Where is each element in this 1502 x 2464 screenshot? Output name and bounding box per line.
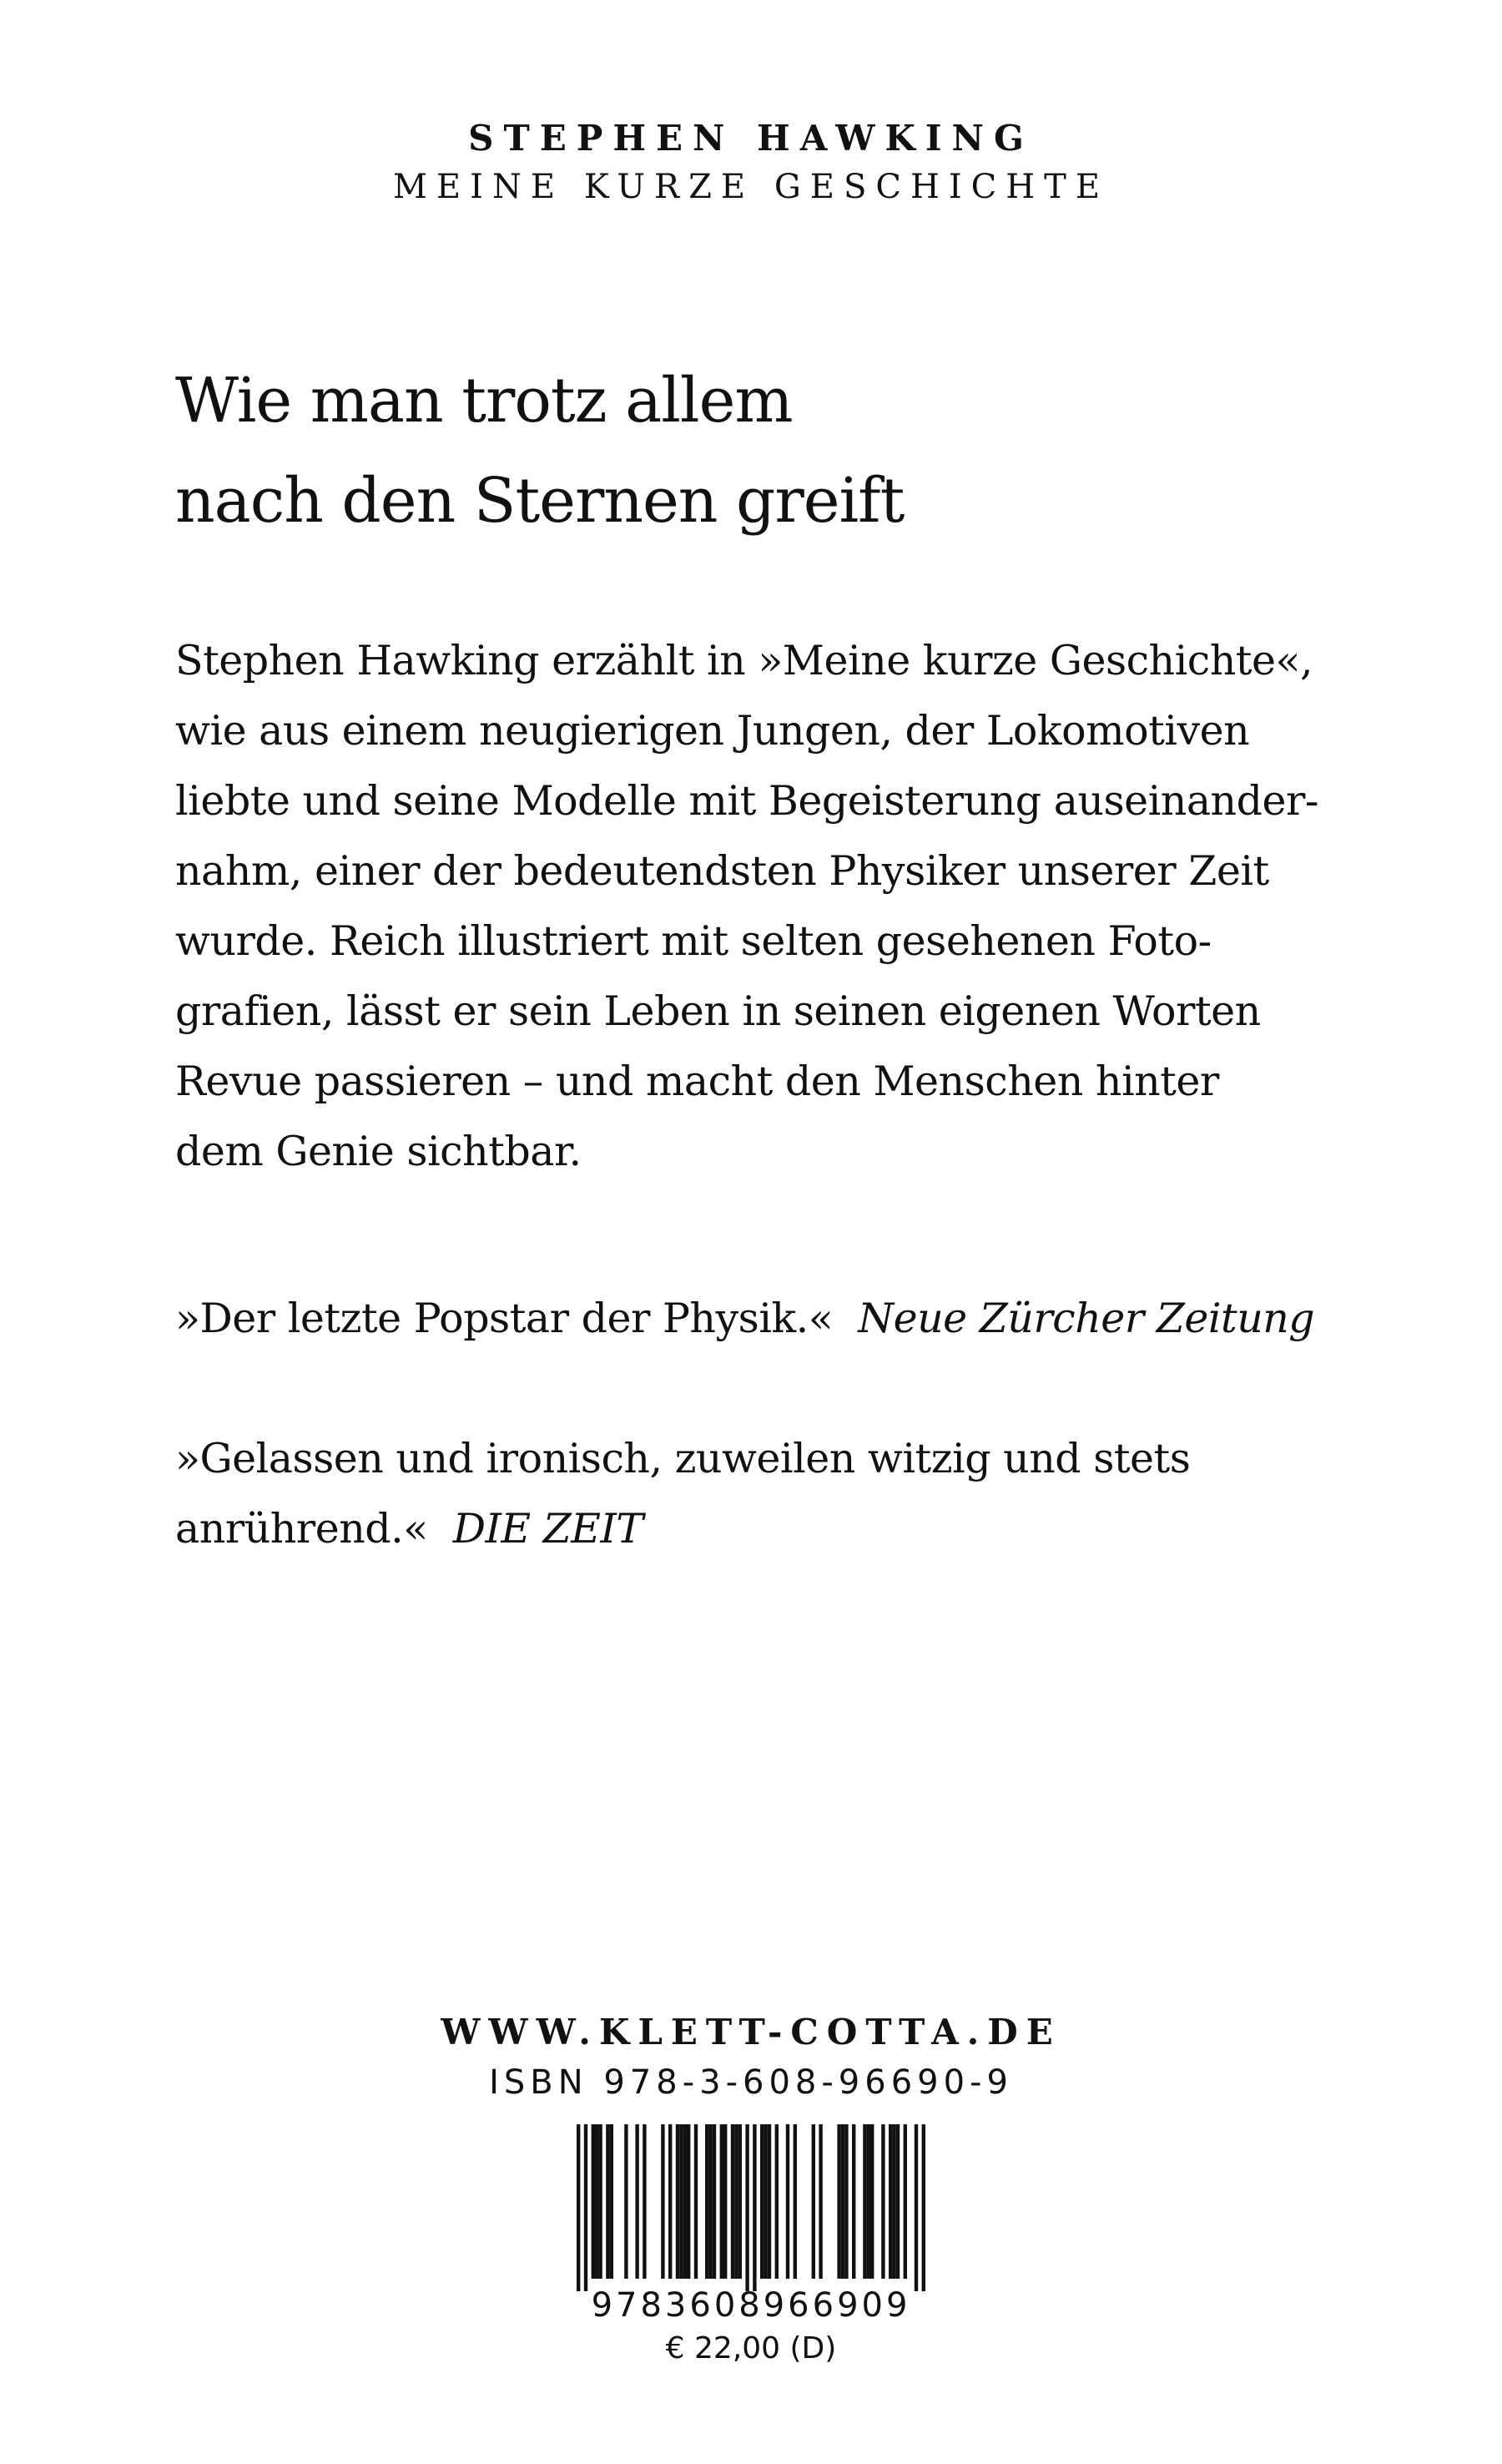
barcode-bar [606, 2124, 609, 2279]
blurb-text [175, 626, 1318, 1187]
barcode-bar [687, 2124, 690, 2279]
barcode-bar [679, 2124, 683, 2279]
headline [175, 351, 904, 551]
blurb-line: dem Genie sichtbar. [175, 1128, 582, 1175]
publisher-footer [0, 2007, 1502, 2108]
quote-source: Neue Zürcher Zeitung [858, 1295, 1315, 1342]
barcode-bar [775, 2124, 779, 2279]
quote-source: DIE ZEIT [452, 1505, 643, 1553]
barcode-bar [683, 2124, 687, 2279]
barcode-bar [922, 2124, 925, 2291]
quote-text: »Gelassen und ironisch, zuweilen witzig und stets [175, 1435, 1191, 1482]
barcode-bar [738, 2124, 742, 2279]
barcode-bar [889, 2124, 892, 2279]
press-quote-2 [175, 1424, 1190, 1564]
barcode-bar [595, 2124, 598, 2279]
barcode-bar [841, 2124, 844, 2279]
blurb-line: liebte und seine Modelle mit Begeisterung auseinander- [175, 777, 1318, 825]
barcode-bar [643, 2124, 646, 2279]
barcode-bar [812, 2124, 815, 2279]
barcode-bar [720, 2124, 723, 2279]
barcode-bar [745, 2124, 748, 2291]
barcode-bar [837, 2124, 840, 2279]
barcode-bar [753, 2124, 756, 2291]
barcode-bar [705, 2124, 708, 2279]
blurb-line: wie aus einem neugierigen Jungen, der Lokomotiven [175, 707, 1250, 755]
barcode-bar [760, 2124, 764, 2279]
barcode-bar [734, 2124, 738, 2279]
barcode-bar [896, 2124, 900, 2279]
barcode-bar [892, 2124, 895, 2279]
publisher-website: WWW.KLETT-COTTA.DE [441, 2012, 1061, 2052]
headline-line: Wie man trotz allem [175, 365, 793, 437]
barcode-bar [624, 2124, 628, 2279]
headline-line: nach den Sternen greift [175, 465, 905, 537]
barcode-bar [661, 2124, 664, 2279]
barcode-bar [668, 2124, 672, 2279]
barcode-bar [676, 2124, 679, 2279]
blurb-line: nahm, einer der bedeutendsten Physiker unserer Zeit [175, 847, 1269, 895]
barcode-bar [592, 2124, 595, 2279]
quote-text: anrührend.« [175, 1505, 428, 1553]
barcode-bar [844, 2124, 848, 2279]
blurb-line: Stephen Hawking erzählt in »Meine kurze Geschichte«, [175, 637, 1313, 684]
barcode-bar [915, 2124, 918, 2291]
barcode-bar [852, 2124, 855, 2279]
quote-text: »Der letzte Popstar der Physik.« [175, 1295, 834, 1342]
barcode-bar [694, 2124, 698, 2279]
barcode-bar [635, 2124, 638, 2279]
barcode-bar [577, 2124, 580, 2291]
barcode-bar [708, 2124, 712, 2279]
barcode-bar [584, 2124, 587, 2291]
barcode-bar [731, 2124, 734, 2279]
barcode-bar [794, 2124, 797, 2279]
book-title: MEINE KURZE GESCHICHTE [392, 168, 1110, 206]
press-quote-1 [175, 1284, 1314, 1354]
barcode-bar [867, 2124, 870, 2279]
barcode-bar [881, 2124, 885, 2279]
barcode-bar [598, 2124, 602, 2279]
barcode-bar [863, 2124, 866, 2279]
isbn-number: ISBN 978-3-608-96690-9 [489, 2063, 1013, 2102]
author-name: STEPHEN HAWKING [468, 118, 1034, 159]
barcode-bar [819, 2124, 822, 2279]
barcode-bar [610, 2124, 613, 2279]
barcode-bar [713, 2124, 716, 2279]
barcode-bar [764, 2124, 767, 2279]
back-cover-header [0, 115, 1502, 210]
barcode-bar [904, 2124, 907, 2279]
barcode-bars [555, 2124, 947, 2291]
barcode-bar [786, 2124, 789, 2279]
blurb-line: grafien, lässt er sein Leben in seinen eigenen Worten [175, 987, 1261, 1035]
barcode-bar [723, 2124, 727, 2279]
barcode-bar [768, 2124, 771, 2279]
blurb-line: wurde. Reich illustriert mit selten gesehenen Foto- [175, 917, 1212, 965]
barcode-digits: 9783608966909 [591, 2286, 911, 2325]
price: € 22,00 (D) [665, 2331, 837, 2366]
blurb-line: Revue passieren – und macht den Menschen hinter [175, 1058, 1219, 1105]
barcode-bar [870, 2124, 874, 2279]
